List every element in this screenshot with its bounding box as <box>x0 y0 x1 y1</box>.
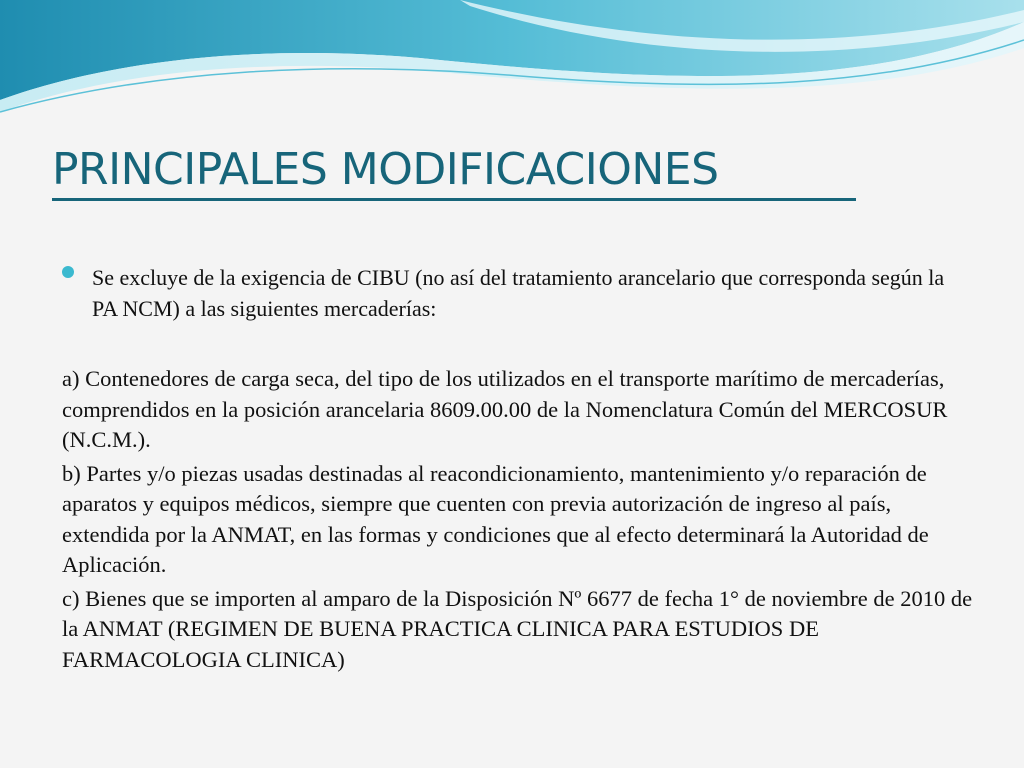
bullet-dot-icon <box>62 266 74 278</box>
list-item-c: c) Bienes que se importen al amparo de la Disposición Nº 6677 de fecha 1° de noviembre de 2010 de la ANMAT (REGIMEN DE BUENA PRACTICA CLINICA PARA ESTUDIOS DE FARMACOLOGIA CLINICA) <box>62 585 973 672</box>
bullet-text: Se excluye de la exigencia de CIBU (no así del tratamiento arancelario que corresponda según la PA NCM) a las siguientes mercaderías: <box>92 265 945 321</box>
list-item-b: b) Partes y/o piezas usadas destinadas al reacondicionamiento, mantenimiento y/o reparación de aparatos y equipos médicos, siempre que cuenten con previa autorización de ingreso al país, extendida por la ANMAT, en las formas y condiciones que al efecto determinará la Autoridad de Aplicación. <box>62 460 929 577</box>
list-item-a: a) Contenedores de carga seca, del tipo de los utilizados en el transporte marítimo de mercaderías, comprendidos en la posición arancelaria 8609.00.00 de la Nomenclatura Común del MERCOSUR (N.C.M.). <box>62 366 948 452</box>
header-wave-decoration <box>0 0 1024 120</box>
slide-title: PRINCIPALES MODIFICACIONES <box>52 144 719 195</box>
item-list <box>62 364 982 678</box>
title-underline <box>52 198 856 201</box>
